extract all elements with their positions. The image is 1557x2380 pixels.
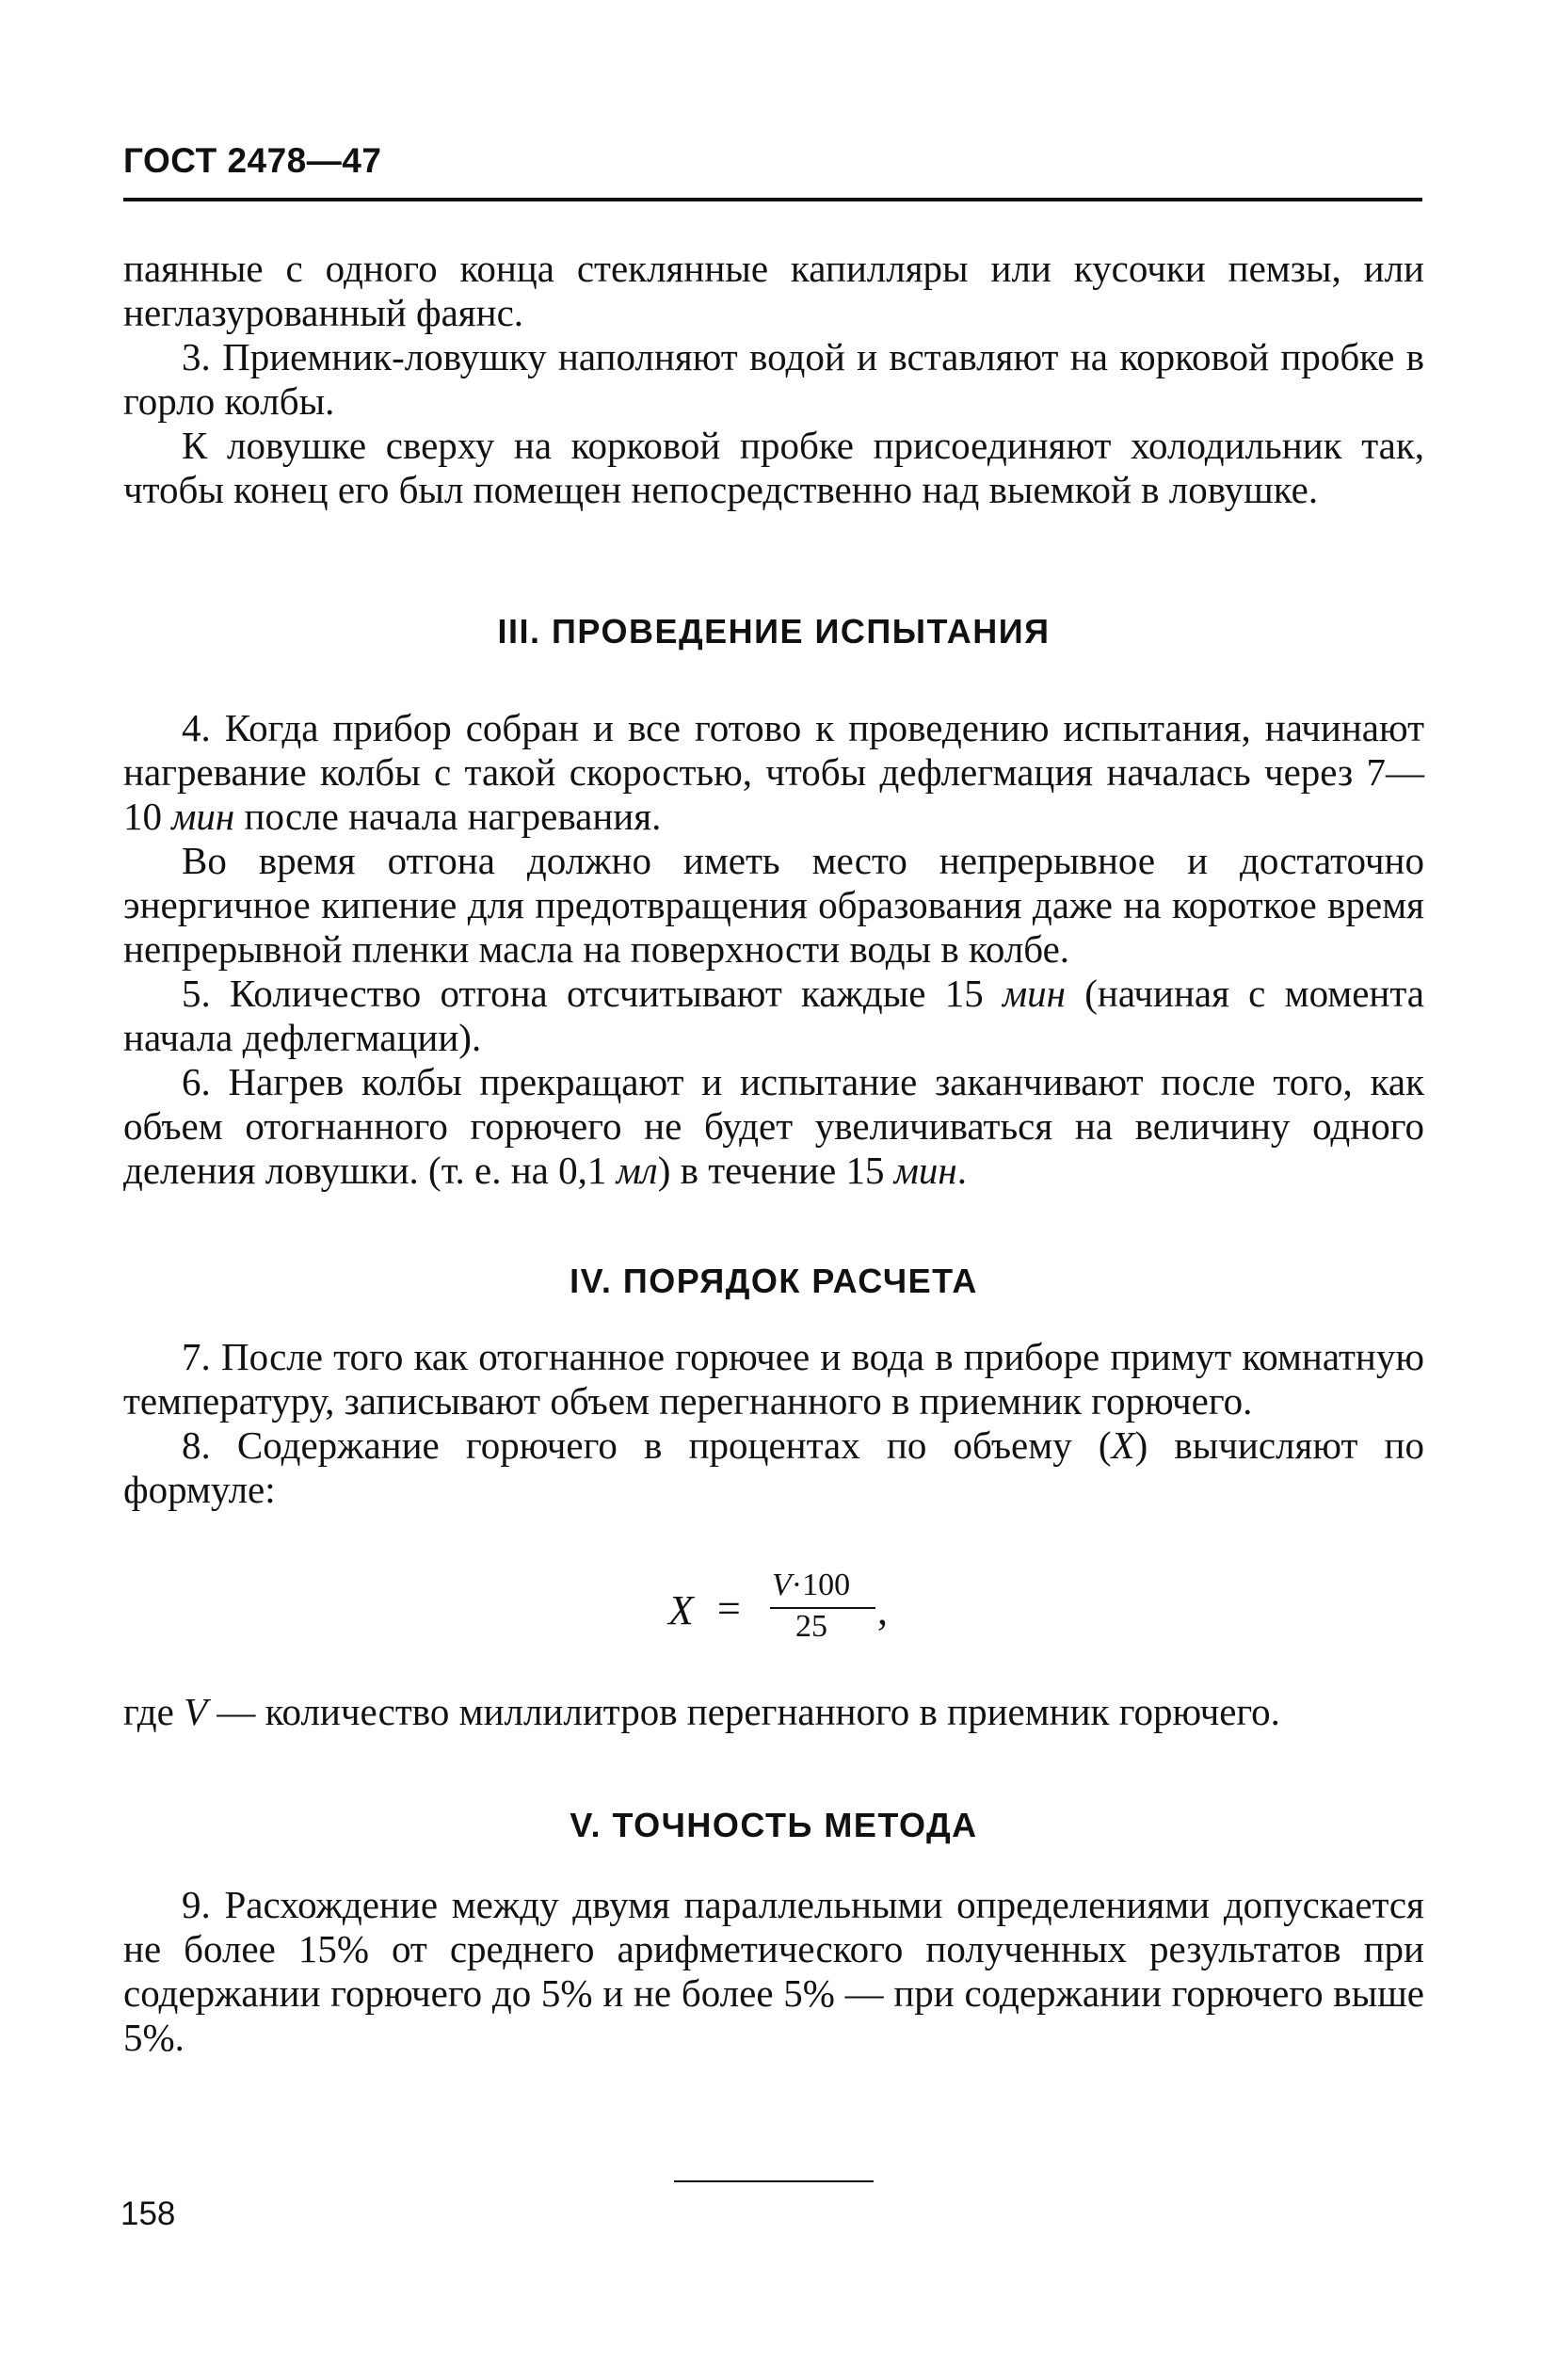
section-heading-5: V. ТОЧНОСТЬ МЕТОДА [570,1806,978,1844]
text-block-section-4 [123,1335,1424,1512]
paragraph-7: 7. После того как отогнанное горючее и вода в приборе примут комнатную температуру, записывают объем перегнанного в приемник горючего. [123,1335,1424,1423]
header-rule [123,198,1422,201]
paragraph-4: 4. Когда прибор собран и все готово к проведению испытания, начинают нагревание колбы с такой скоростью, чтобы дефлегмация началась через 7—10 мин после начала нагревания. [123,706,1424,838]
formula-lhs: X [668,1587,694,1633]
formula-numerator: V·100 [772,1568,851,1602]
text-block-top [123,247,1424,512]
paragraph-6: 6. Нагрев колбы прекращают и испытание заканчивают после того, как объем отогнанного горючего не будет увеличиваться на величину одного деления ловушки. (т. е. на 0,1 мл) в течение 15 мин. [123,1060,1424,1192]
footer-rule [674,2180,874,2182]
where-block [123,1690,1424,1734]
paragraph-continuation: паянные с одного конца стеклянные капилляры или кусочки пемзы, или неглазурованный фаянс. [123,247,1424,334]
paragraph-4-cont: Во время отгона должно иметь место непрерывное и достаточно энергичное кипение для предотвращения образования даже на короткое время непрерывной пленки масла на поверхности воды в колбе. [123,839,1424,971]
section-4-block [123,1262,1424,1301]
section-3-block [123,612,1424,651]
section-5-block [123,1806,1424,1845]
formula-comma: , [877,1587,888,1633]
variable-definition: где V — количество миллилитров перегнанного в приемник горючего. [123,1690,1280,1733]
paragraph-5: 5. Количество отгона отсчитывают каждые 15 мин (начиная с момента начала дефлегмации). [123,972,1424,1059]
section-heading-4: IV. ПОРЯДОК РАСЧЕТА [570,1262,978,1300]
page-number: 158 [120,2195,176,2232]
section-heading-3: III. ПРОВЕДЕНИЕ ИСПЫТАНИЯ [497,612,1051,651]
standard-header: ГОСТ 2478—47 [123,141,382,180]
formula-equals: = [717,1585,741,1632]
text-block-section-5 [123,1883,1424,2060]
paragraph-3-cont: К ловушке сверху на корковой пробке присоединяют холодильник так, чтобы конец его был помещен непосредственно над выемкой в ловушке. [123,424,1424,511]
paragraph-8: 8. Содержание горючего в процентах по объему (X) вычисляют по формуле: [123,1423,1424,1511]
formula-denominator: 25 [795,1609,827,1644]
text-block-section-3 [123,706,1424,1193]
paragraph-3: 3. Приемник-ловушку наполняют водой и вставляют на корковой пробке в горло колбы. [123,335,1424,423]
formula [668,1568,951,1643]
paragraph-9: 9. Расхождение между двумя параллельными определениями допускается не более 15% от среднего арифметического полученных результатов при содержании горючего до 5% и не более 5% — при содержании горючего выше 5%. [123,1883,1424,2059]
